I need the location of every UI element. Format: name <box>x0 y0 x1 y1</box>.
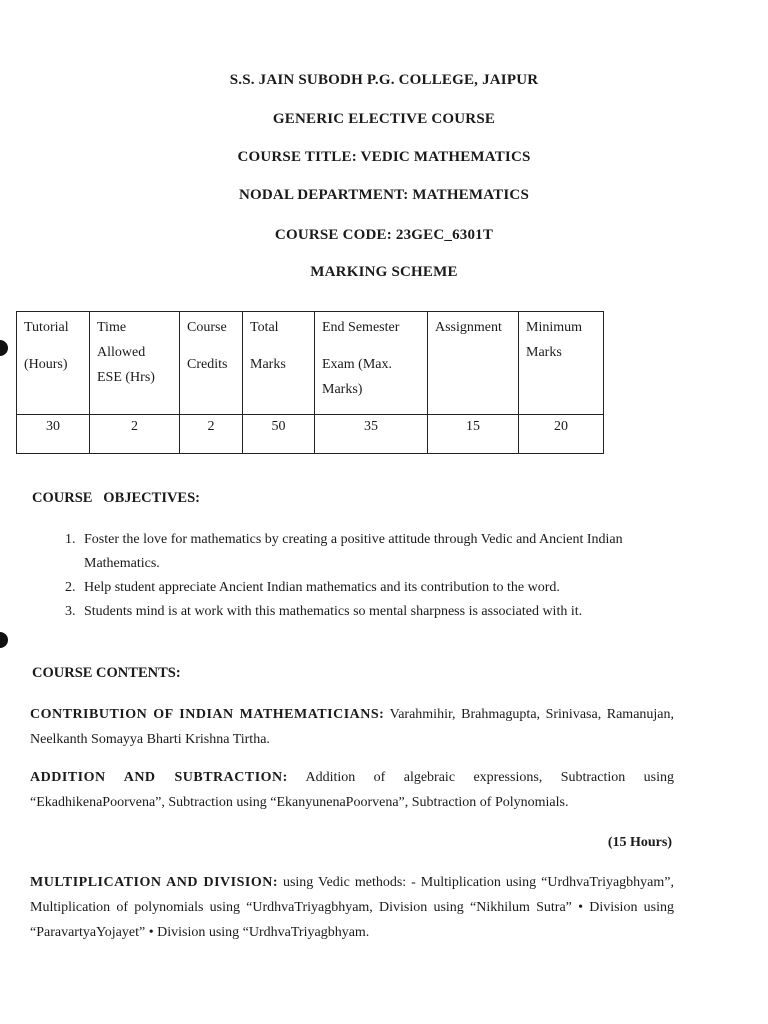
objective-item: 1. Foster the love for mathematics by creating a positive attitude through Vedic and Ancient Indian Mathematics. <box>79 528 699 576</box>
multiplication-text: using Vedic methods: - Multiplication using “UrdhvaTriyagbhyam”, Multiplication of polynomials using “UrdhvaTriyagbhyam, Division using “Nikhilum Sutra” • Division using “ParavartyaYojayet” • Division using “UrdhvaTriyagbhyam. <box>30 875 674 940</box>
objectives-list <box>36 528 699 624</box>
value-cell-tutorial: 30 <box>17 415 90 454</box>
table-header-row <box>17 312 604 415</box>
course-type: GENERIC ELECTIVE COURSE <box>272 111 496 127</box>
header-text: (Hours) <box>24 357 68 372</box>
header-text: ESE (Hrs) <box>97 370 155 385</box>
header-cell-assignment <box>428 312 519 415</box>
header-text: Minimum <box>526 320 583 335</box>
contents-title: COURSE CONTENTS: <box>32 665 181 681</box>
punch-hole <box>0 632 8 648</box>
objective-item: 3. Students mind is at work with this mathematics so mental sharpness is associated with it. <box>79 600 699 624</box>
value-cell-total: 50 <box>243 415 315 454</box>
value-cell-credits: 2 <box>180 415 243 454</box>
addition-heading: ADDITION AND SUBTRACTION: <box>30 770 288 785</box>
hours-label: (15 Hours) <box>607 835 672 850</box>
header-cell-end-semester <box>315 312 428 415</box>
header-text: Marks <box>250 357 286 372</box>
header-text: Time <box>97 320 127 335</box>
marking-scheme-title: MARKING SCHEME <box>310 264 458 280</box>
header-cell-time <box>90 312 180 415</box>
addition-paragraph <box>30 765 674 815</box>
addition-text: Addition of algebraic expressions, Subtraction using “EkadhikenaPoorvena”, Subtraction using “EkanyunenaPoorvena”, Subtraction of Polynomials. <box>30 770 674 810</box>
header-text: Credits <box>187 357 228 372</box>
college-name: S.S. JAIN SUBODH P.G. COLLEGE, JAIPUR <box>229 72 539 88</box>
multiplication-heading: MULTIPLICATION AND DIVISION: <box>30 875 278 890</box>
nodal-department: NODAL DEPARTMENT: MATHEMATICS <box>238 187 529 203</box>
header-text: Marks) <box>322 382 363 397</box>
table-values-row <box>17 415 604 454</box>
value-cell-time: 2 <box>90 415 180 454</box>
value-cell-minimum: 20 <box>519 415 604 454</box>
course-title: COURSE TITLE: VEDIC MATHEMATICS <box>237 149 531 165</box>
value-cell-assignment: 15 <box>428 415 519 454</box>
contribution-heading: CONTRIBUTION OF INDIAN MATHEMATICIANS: <box>30 707 385 722</box>
header-text: Course <box>187 320 227 335</box>
multiplication-paragraph <box>30 870 674 945</box>
header-text: Marks <box>526 345 562 360</box>
header-cell-tutorial <box>17 312 90 415</box>
header-text: Tutorial <box>24 320 69 335</box>
contribution-text: Varahmihir, Brahmagupta, Srinivasa, Ramanujan, Neelkanth Somayya Bharti Krishna Tirtha. <box>30 707 675 747</box>
course-code: COURSE CODE: 23GEC_6301T <box>274 227 494 243</box>
header-cell-total <box>243 312 315 415</box>
header-text: Allowed <box>97 345 146 360</box>
marking-scheme-table <box>16 311 604 454</box>
header-text: Exam (Max. <box>322 357 392 372</box>
header-cell-credits <box>180 312 243 415</box>
header-text: Assignment <box>435 320 502 335</box>
header-text: End Semester <box>322 320 400 335</box>
value-cell-end-semester: 35 <box>315 415 428 454</box>
objective-item: 2. Help student appreciate Ancient Indian mathematics and its contribution to the word. <box>79 576 699 600</box>
objectives-title: COURSE OBJECTIVES: <box>32 490 200 506</box>
header-text: Total <box>250 320 279 335</box>
punch-hole <box>0 340 8 356</box>
header-cell-minimum <box>519 312 604 415</box>
contribution-paragraph <box>30 702 674 752</box>
